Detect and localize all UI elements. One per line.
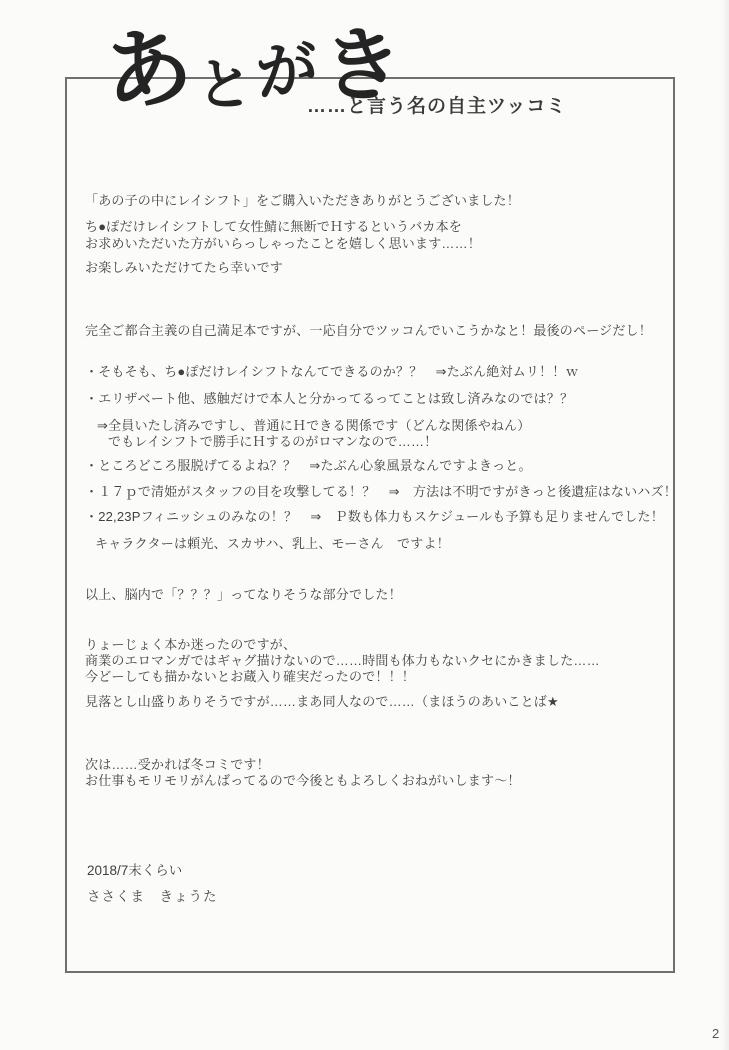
page-number: 2 (712, 1026, 720, 1041)
text-line: 商業のエロマンガではギャグ描けないので……時間も体力もないクセにかきました…… (85, 653, 600, 668)
text-line: ⇒全員いたし済みですし、普通にＨできる関係です（どんな関係やねん） (97, 418, 531, 433)
text-line: お楽しみいただけてたら幸いです (85, 260, 284, 275)
footer-author: ささくま きょうた (87, 889, 218, 904)
text-line: りょーじょく本か迷ったのですが、 (85, 637, 297, 652)
text-line: ・エリザベート他、感触だけで本人と分かってるってことは致し済みなのでは？？ (85, 391, 574, 406)
subtitle: ……と言う名の自主ツッコミ (307, 96, 567, 117)
text-line: ・１７ｐで清姫がスタッフの目を攻撃してる！？ ⇒ 方法は不明ですがきっと後遺症はないハズ！ (85, 484, 677, 499)
text-line: お求めいただいた方がいらっしゃったことを嬉しく思います……！ (85, 236, 482, 251)
text-line: 完全ご都合主義の自己満足本ですが、一応自分でツッコんでいこうかなと！最後のページだし！ (85, 323, 652, 338)
text-line: でもレイシフトで勝手にＨするのがロマンなので……！ (108, 434, 438, 449)
text-line: お仕事もモリモリがんばってるので今後ともよろしくおねがいします～！ (85, 773, 521, 788)
text-line: ち●ぽだけレイシフトして女性鯖に無断でＨするというバカ本を (85, 219, 463, 234)
text-line: 次は……受かれば冬コミです！ (85, 757, 270, 772)
text-line: 「あの子の中にレイシフト」をご購入いただきありがとうございました！ (85, 193, 520, 208)
text-line: 今どーしても描かないとお蔵入り確実だったので！！！ (85, 669, 416, 684)
text-line: ・そもそも、ち●ぽだけレイシフトなんてできるのか？？ ⇒たぶん絶対ムリ！！ｗ (85, 364, 579, 379)
footer-date: 2018/7末くらい (87, 863, 183, 878)
handwritten-title: あ と が き (97, 13, 407, 125)
text-line: ・22,23Pフィニッシュのみなの！？ ⇒ Ｐ数も体力もスケジュールも予算も足りませんでした！ (85, 509, 664, 524)
text-line: キャラクターは頼光、スカサハ、乳上、モーさん ですよ！ (95, 536, 450, 551)
text-line: ・ところどころ服脱げてるよね？？ ⇒たぶん心象風景なんですよきっと。 (85, 458, 532, 473)
text-line: 見落とし山盛りありそうですが……まあ同人なので……（まほうのあいことば★ (85, 694, 559, 709)
content-border-frame (65, 77, 675, 973)
text-line: 以上、脳内で「？？？」ってなりそうな部分でした！ (85, 587, 402, 602)
scan-edge-shadow (721, 0, 729, 1050)
